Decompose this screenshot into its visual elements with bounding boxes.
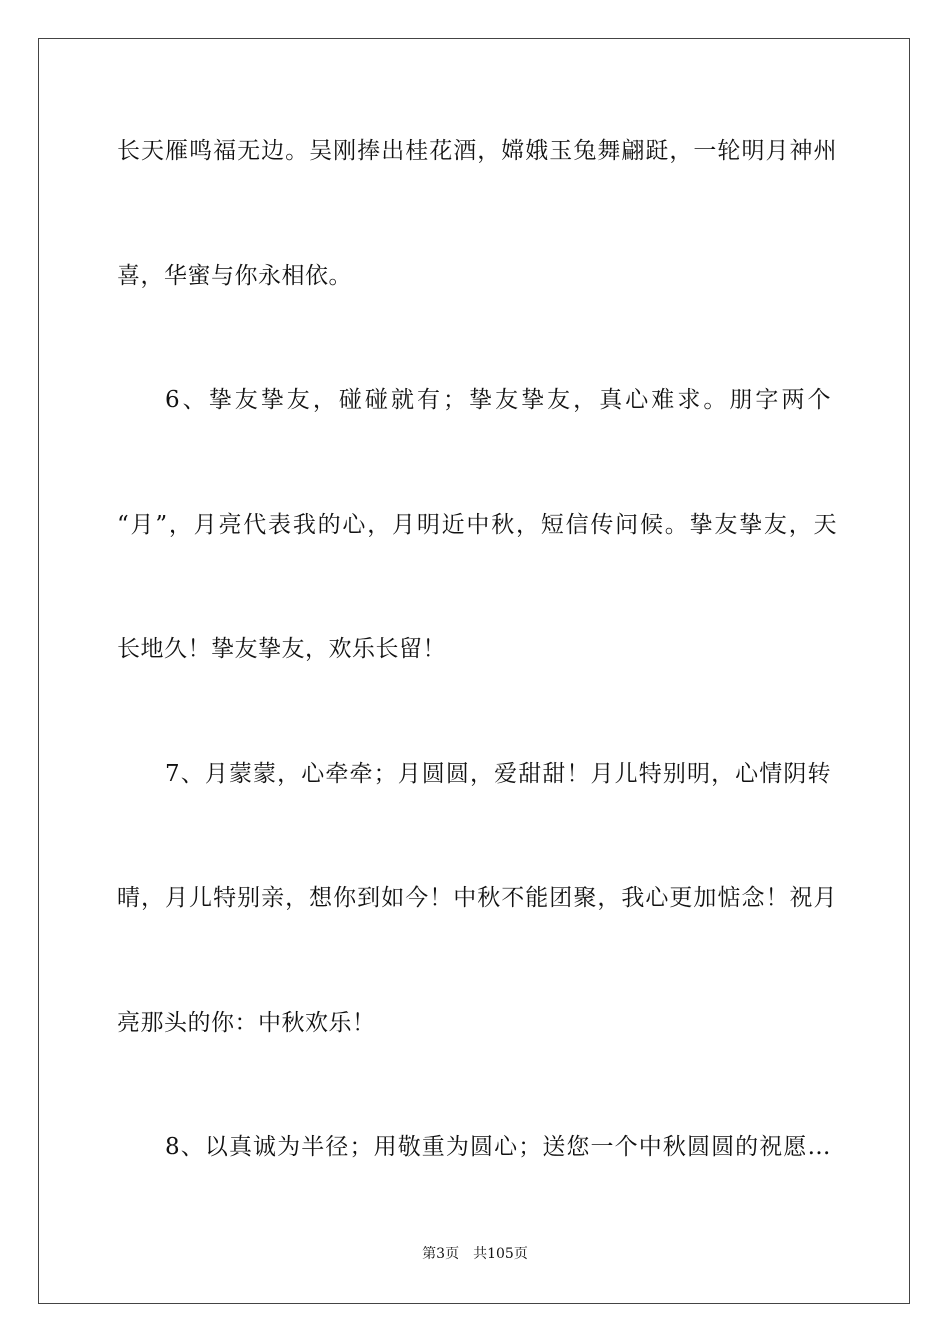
page-border (38, 38, 910, 1304)
paragraph-7-line-2: 晴，月儿特别亲，想你到如今！中秋不能团聚，我心更加惦念！祝月 (117, 885, 837, 911)
text-line-2: 喜，华蜜与你永相依。 (117, 263, 352, 289)
text-line-1: 长天雁鸣福无边。吴刚捧出桂花酒，嫦娥玉兔舞翩跹，一轮明月神州 (117, 138, 837, 164)
paragraph-6-line-1: 6、挚友挚友，碰碰就有；挚友挚友，真心难求。朋字两个 (165, 387, 831, 413)
paragraph-6-line-3: 长地久！挚友挚友，欢乐长留！ (117, 636, 446, 662)
paragraph-7-line-3: 亮那头的你：中秋欢乐！ (117, 1010, 376, 1036)
page-number: 第3页 (422, 1246, 460, 1262)
total-pages: 共105页 (473, 1246, 528, 1262)
paragraph-7-line-1: 7、月蒙蒙，心牵牵；月圆圆，爱甜甜！月儿特别明，心情阴转 (165, 761, 831, 787)
paragraph-6-line-2: “月”，月亮代表我的心，月明近中秋，短信传问候。挚友挚友，天 (117, 512, 837, 538)
paragraph-8-line-1: 8、以真诚为半径；用敬重为圆心；送您一个中秋圆圆的祝愿… (165, 1134, 831, 1160)
page-footer (0, 1245, 950, 1263)
